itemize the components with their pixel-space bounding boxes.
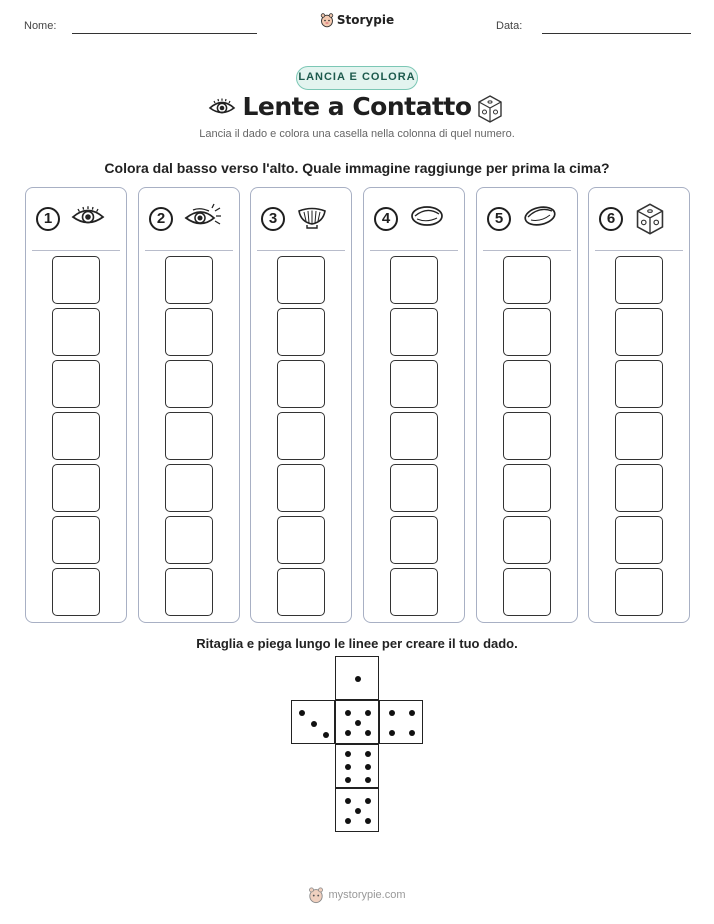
- color-box[interactable]: [277, 464, 325, 512]
- date-label: Data:: [496, 20, 523, 32]
- color-box[interactable]: [615, 516, 663, 564]
- name-label: Nome:: [24, 20, 57, 32]
- column-2: [138, 187, 240, 623]
- eye-icon: [70, 202, 106, 235]
- color-box[interactable]: [615, 568, 663, 616]
- dice-face-3: [291, 700, 335, 744]
- dice-pip: [389, 730, 395, 736]
- dice-cube-icon: [633, 202, 667, 241]
- color-box[interactable]: [503, 412, 551, 460]
- color-box[interactable]: [390, 308, 438, 356]
- brand-name: Storypie: [336, 13, 395, 27]
- column-number: 5: [487, 207, 511, 231]
- color-box[interactable]: [52, 308, 100, 356]
- color-box[interactable]: [503, 256, 551, 304]
- instruction: Colora dal basso verso l'alto. Quale immagine raggiunge per prima la cima?: [104, 160, 610, 176]
- color-box[interactable]: [615, 360, 663, 408]
- column-number: 2: [149, 207, 173, 231]
- date-line[interactable]: [542, 33, 691, 34]
- column-divider: [483, 250, 571, 251]
- column-header: [251, 202, 351, 236]
- color-box[interactable]: [615, 256, 663, 304]
- column-divider: [595, 250, 683, 251]
- color-box[interactable]: [390, 256, 438, 304]
- column-header: [364, 202, 464, 236]
- color-box[interactable]: [165, 412, 213, 460]
- title-row: [0, 92, 714, 126]
- page-title: Lente a Contatto: [242, 92, 472, 121]
- color-box[interactable]: [390, 516, 438, 564]
- dice-pip: [355, 808, 361, 814]
- column-header: [26, 202, 126, 236]
- dice-pip: [355, 720, 361, 726]
- color-box[interactable]: [52, 568, 100, 616]
- dice-pip: [323, 732, 329, 738]
- dice-pip: [345, 710, 351, 716]
- dice-pip: [365, 798, 371, 804]
- dice-pip: [365, 818, 371, 824]
- dice-cube-icon: [476, 94, 504, 124]
- contact-lens-tilted-icon: [521, 202, 559, 235]
- color-box[interactable]: [52, 516, 100, 564]
- color-box[interactable]: [165, 516, 213, 564]
- color-box[interactable]: [503, 308, 551, 356]
- dice-face-6: [335, 744, 379, 788]
- column-header: [139, 202, 239, 236]
- column-divider: [257, 250, 345, 251]
- color-box[interactable]: [52, 412, 100, 460]
- color-box[interactable]: [165, 256, 213, 304]
- color-box[interactable]: [615, 308, 663, 356]
- dice-pip: [345, 764, 351, 770]
- color-box[interactable]: [52, 256, 100, 304]
- dice-pip: [299, 710, 305, 716]
- dice-pip: [345, 730, 351, 736]
- column-header: [589, 202, 689, 236]
- column-1: [25, 187, 127, 623]
- color-box[interactable]: [277, 516, 325, 564]
- footer: [0, 886, 714, 909]
- dice-pip: [355, 676, 361, 682]
- color-box[interactable]: [165, 360, 213, 408]
- color-box[interactable]: [615, 412, 663, 460]
- color-box[interactable]: [503, 464, 551, 512]
- footer-url[interactable]: mystorypie.com: [328, 889, 406, 901]
- dice-pip: [365, 730, 371, 736]
- subtitle: Lancia il dado e colora una casella nella colonna di quel numero.: [199, 128, 515, 140]
- column-header: [477, 202, 577, 236]
- storypie-mascot-icon: [308, 886, 324, 904]
- dice-pip: [345, 798, 351, 804]
- dice-face-5: [335, 700, 379, 744]
- dice-pip: [311, 721, 317, 727]
- storypie-mascot-icon: [320, 12, 334, 28]
- column-number: 6: [599, 207, 623, 231]
- color-box[interactable]: [390, 360, 438, 408]
- column-divider: [145, 250, 233, 251]
- color-box[interactable]: [390, 464, 438, 512]
- color-box[interactable]: [165, 568, 213, 616]
- color-box[interactable]: [277, 412, 325, 460]
- squinting-eye-icon: [183, 202, 223, 237]
- lens-case-bowl-icon: [295, 202, 329, 237]
- dice-pip: [409, 710, 415, 716]
- dice-face-1: [335, 656, 379, 700]
- activity-badge: LANCIA E COLORA: [296, 66, 418, 90]
- color-box[interactable]: [277, 568, 325, 616]
- name-line[interactable]: [72, 33, 257, 34]
- column-3: [250, 187, 352, 623]
- color-box[interactable]: [503, 360, 551, 408]
- color-box[interactable]: [503, 568, 551, 616]
- contact-lens-icon: [408, 202, 446, 235]
- cut-instruction: Ritaglia e piega lungo le linee per creare il tuo dado.: [196, 636, 518, 651]
- color-box[interactable]: [390, 568, 438, 616]
- color-box[interactable]: [165, 464, 213, 512]
- color-box[interactable]: [165, 308, 213, 356]
- dice-pip: [365, 710, 371, 716]
- column-number: 3: [261, 207, 285, 231]
- dice-pip: [345, 818, 351, 824]
- column-6: [588, 187, 690, 623]
- dice-pip: [345, 777, 351, 783]
- dice-pip: [409, 730, 415, 736]
- color-box[interactable]: [277, 256, 325, 304]
- brand-logo: [0, 12, 714, 33]
- dice-face-5: [335, 788, 379, 832]
- dice-pip: [365, 751, 371, 757]
- column-divider: [370, 250, 458, 251]
- color-box[interactable]: [277, 360, 325, 408]
- column-4: [363, 187, 465, 623]
- dice-pip: [389, 710, 395, 716]
- color-box[interactable]: [503, 516, 551, 564]
- dice-pip: [345, 751, 351, 757]
- color-box[interactable]: [52, 360, 100, 408]
- color-box[interactable]: [615, 464, 663, 512]
- column-divider: [32, 250, 120, 251]
- color-box[interactable]: [390, 412, 438, 460]
- dice-face-4: [379, 700, 423, 744]
- color-box[interactable]: [277, 308, 325, 356]
- column-number: 4: [374, 207, 398, 231]
- column-5: [476, 187, 578, 623]
- dice-pip: [365, 764, 371, 770]
- dice-pip: [365, 777, 371, 783]
- column-number: 1: [36, 207, 60, 231]
- color-box[interactable]: [52, 464, 100, 512]
